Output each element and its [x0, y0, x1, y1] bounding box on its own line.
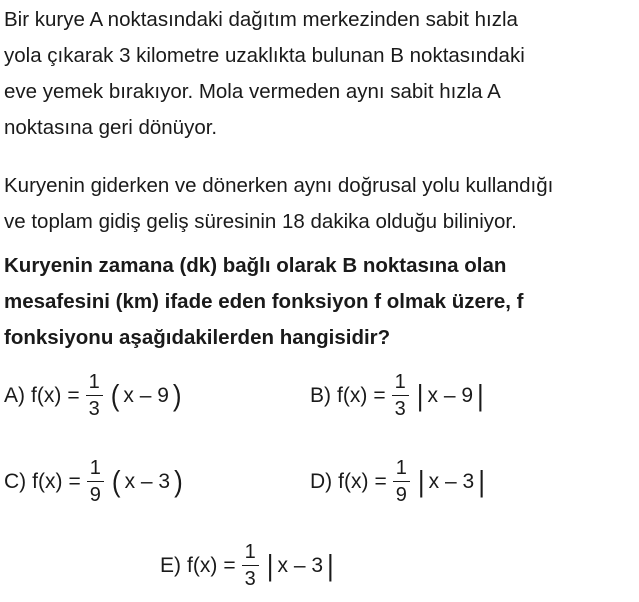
fraction-denominator: 3 — [244, 568, 256, 590]
text-line: Bir kurye A noktasındaki dağıtım merkezinden sabit hızla — [4, 8, 518, 31]
text-line: Kuryenin zamana (dk) bağlı olarak B noktasına olan — [4, 254, 507, 277]
fraction — [242, 542, 259, 589]
open-delimiter: | — [417, 463, 425, 499]
text-line: eve yemek bırakıyor. Mola vermeden aynı sabit hızla A — [4, 80, 501, 103]
open-delimiter: ( — [110, 377, 120, 413]
open-delimiter: ( — [111, 463, 121, 499]
answer-option-d[interactable] — [310, 458, 489, 505]
equals-sign: = — [67, 383, 80, 407]
text-line: mesafesini (km) ifade eden fonksiyon f olmak üzere, f — [4, 290, 524, 313]
option-letter: D) — [310, 469, 333, 493]
fraction-denominator: 3 — [394, 398, 406, 420]
expression: x – 9 — [123, 383, 169, 407]
fraction-denominator: 3 — [88, 398, 100, 420]
answer-option-a[interactable] — [4, 372, 186, 419]
fraction-numerator: 1 — [86, 372, 103, 396]
option-letter: C) — [4, 469, 27, 493]
option-letter: E) — [160, 553, 181, 577]
text-line: yola çıkarak 3 kilometre uzaklıkta bulunan B noktasındaki — [4, 44, 525, 67]
option-letter: B) — [310, 383, 331, 407]
fraction — [392, 372, 409, 419]
question-prompt — [4, 248, 636, 356]
answer-option-b[interactable] — [310, 372, 488, 419]
function-name: f(x) — [31, 383, 62, 407]
option-letter: A) — [4, 383, 25, 407]
fraction-denominator: 9 — [89, 484, 101, 506]
expression: x – 3 — [277, 553, 324, 577]
expression: x – 3 — [428, 469, 475, 493]
open-delimiter: | — [416, 377, 424, 413]
equals-sign: = — [373, 383, 386, 407]
answer-option-c[interactable] — [4, 458, 187, 505]
expression: x – 9 — [427, 383, 474, 407]
text-line: fonksiyonu aşağıdakilerden hangisidir? — [4, 326, 391, 349]
fraction — [87, 458, 104, 505]
open-delimiter: | — [266, 547, 274, 583]
fraction — [393, 458, 410, 505]
function-name: f(x) — [337, 383, 368, 407]
equals-sign: = — [374, 469, 387, 493]
text-line: noktasına geri dönüyor. — [4, 116, 218, 139]
fraction-numerator: 1 — [242, 542, 259, 566]
equals-sign: = — [68, 469, 81, 493]
fraction-numerator: 1 — [393, 458, 410, 482]
fraction-denominator: 9 — [395, 484, 407, 506]
text-line: ve toplam gidiş geliş süresinin 18 dakika olduğu biliniyor. — [4, 210, 517, 233]
close-delimiter: ) — [172, 377, 182, 413]
function-name: f(x) — [338, 469, 369, 493]
answer-option-e[interactable] — [160, 542, 338, 589]
question-paragraph-2 — [4, 168, 636, 240]
fraction-numerator: 1 — [87, 458, 104, 482]
close-delimiter: | — [327, 547, 334, 583]
fraction-numerator: 1 — [392, 372, 409, 396]
text-line: Kuryenin giderken ve dönerken aynı doğrusal yolu kullandığı — [4, 174, 554, 197]
close-delimiter: | — [478, 463, 485, 499]
fraction — [86, 372, 103, 419]
expression: x – 3 — [124, 469, 171, 493]
function-name: f(x) — [187, 553, 218, 577]
question-paragraph-1 — [4, 2, 636, 146]
close-delimiter: | — [477, 377, 484, 413]
equals-sign: = — [223, 553, 236, 577]
function-name: f(x) — [32, 469, 63, 493]
close-delimiter: ) — [174, 463, 183, 499]
